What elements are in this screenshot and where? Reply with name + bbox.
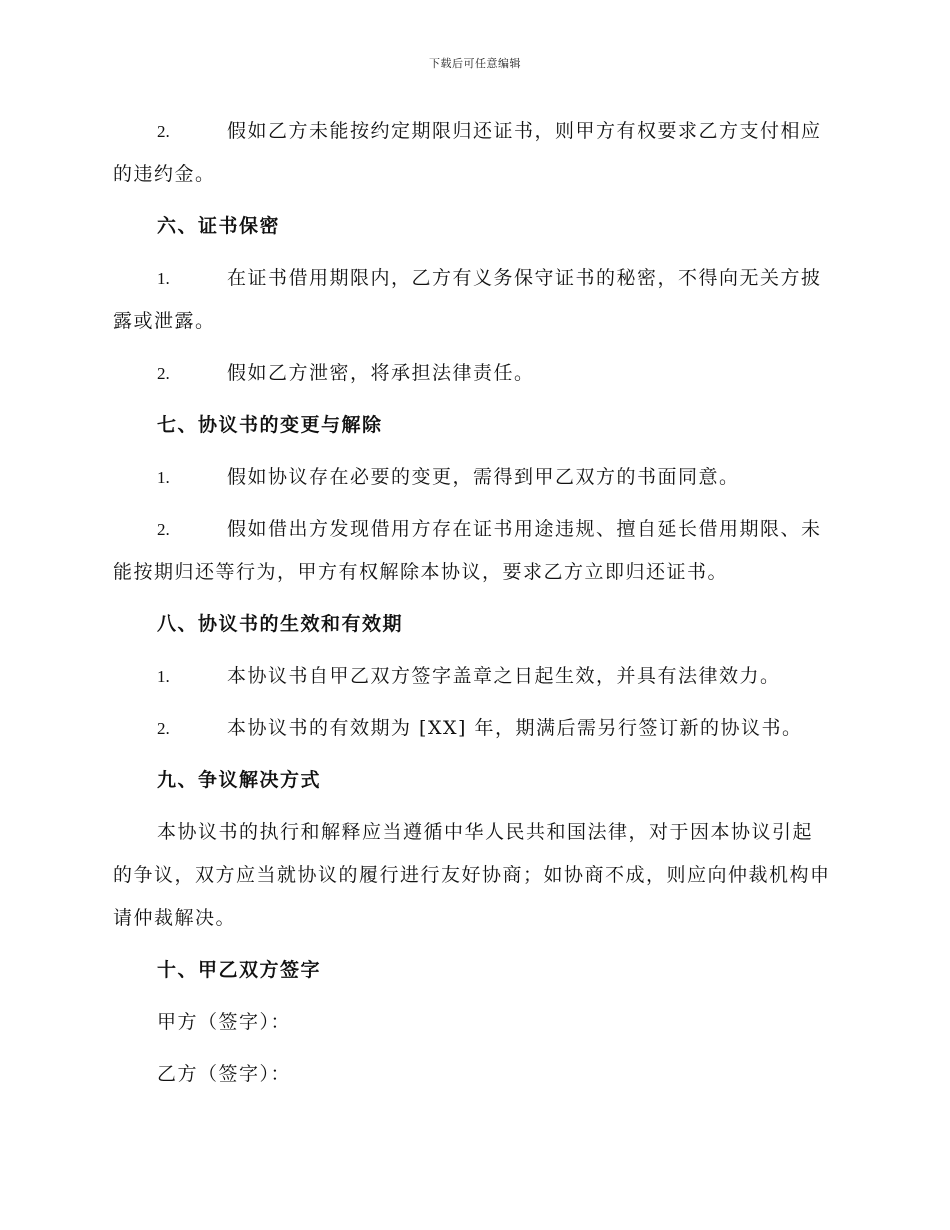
section-heading-7: 七、协议书的变更与解除	[157, 414, 383, 436]
page-header: 下载后可任意编辑	[429, 57, 521, 70]
clause-number: 2.	[157, 122, 170, 141]
clause-5-2	[113, 110, 833, 196]
clause-text: 本协议书的有效期为 [XX] 年，期满后需另行签订新的协议书。	[227, 717, 803, 739]
clause-number: 2.	[157, 719, 170, 738]
dispute-paragraph: 本协议书的执行和解释应当遵循中华人民共和国法律，对于因本协议引起的争议，双方应当就协议的履行进行友好协商；如协商不成，则应向仲裁机构申请仲裁解决。	[113, 821, 831, 929]
section-heading-6: 六、证书保密	[157, 215, 281, 237]
clause-text: 假如协议存在必要的变更，需得到甲乙双方的书面同意。	[227, 466, 740, 488]
party-a-signature-line: 甲方（签字）：	[157, 1011, 292, 1033]
clause-text: 假如乙方未能按约定期限归还证书，则甲方有权要求乙方支付相应的违约金。	[113, 120, 822, 185]
document-body	[113, 110, 833, 1105]
clause-7-1	[113, 456, 833, 499]
clause-number: 1.	[157, 667, 170, 686]
clause-number: 1.	[157, 269, 170, 288]
party-b-signature-line: 乙方（签字）：	[157, 1063, 292, 1085]
clause-text: 假如乙方泄密，将承担法律责任。	[227, 362, 535, 384]
clause-number: 2.	[157, 364, 170, 383]
clause-text: 本协议书自甲乙双方签字盖章之日起生效，并具有法律效力。	[227, 665, 781, 687]
section-heading-9: 九、争议解决方式	[157, 769, 322, 791]
clause-text: 假如借出方发现借用方存在证书用途违规、擅自延长借用期限、未能按期归还等行为，甲方有权解除本协议，要求乙方立即归还证书。	[113, 518, 822, 583]
clause-7-2	[113, 508, 833, 594]
clause-text: 在证书借用期限内，乙方有义务保守证书的秘密，不得向无关方披露或泄露。	[113, 267, 822, 332]
clause-6-1	[113, 257, 833, 343]
section-heading-10: 十、甲乙双方签字	[157, 959, 322, 981]
clause-number: 2.	[157, 520, 170, 539]
section-heading-8: 八、协议书的生效和有效期	[157, 613, 404, 635]
clause-number: 1.	[157, 468, 170, 487]
clause-6-2	[113, 352, 833, 395]
clause-8-1	[113, 655, 833, 698]
clause-8-2	[113, 707, 833, 750]
